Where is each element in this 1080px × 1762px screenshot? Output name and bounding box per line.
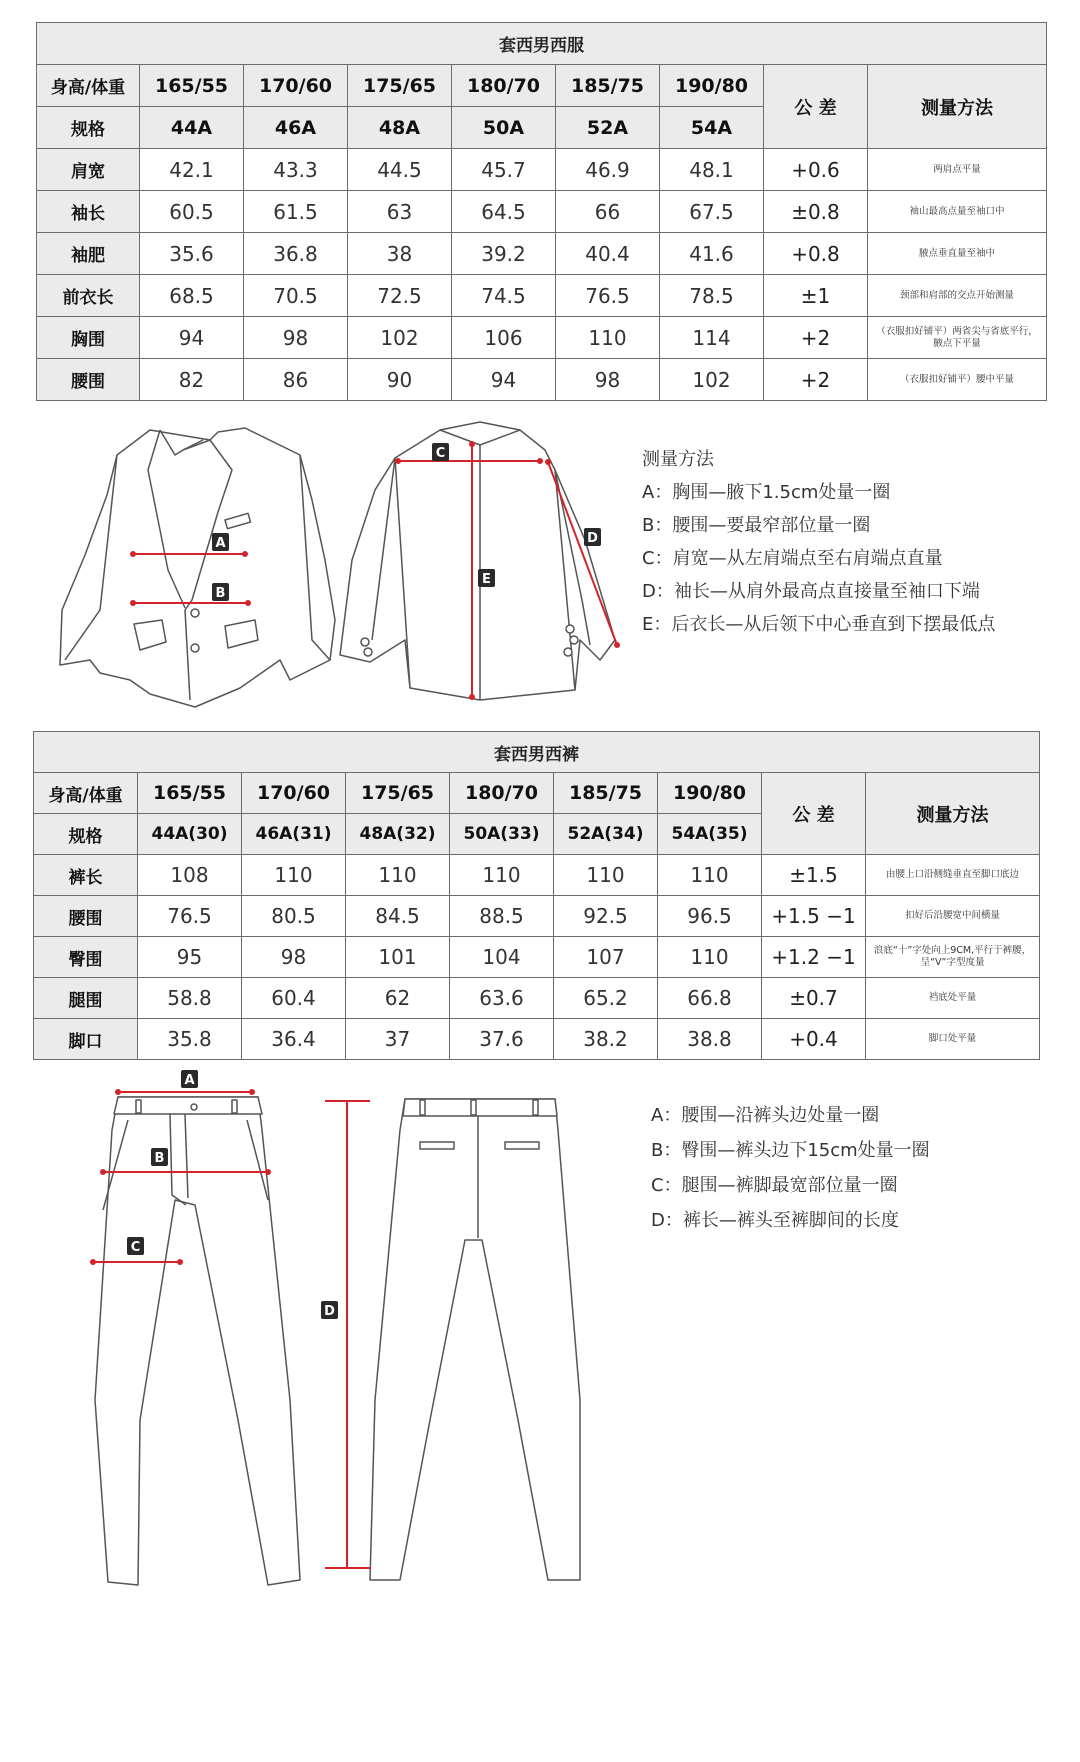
- table-row: [34, 1019, 1040, 1060]
- height-col: 180/70: [452, 65, 556, 107]
- cell: 63.6: [450, 978, 554, 1019]
- jacket-back-illustration: [340, 422, 615, 700]
- spec-col: 48A(32): [346, 814, 450, 855]
- cell: 36.4: [242, 1019, 346, 1060]
- method-cell: 腋点垂直量至袖中: [868, 233, 1047, 275]
- cell: 72.5: [348, 275, 452, 317]
- pants-size-table: [33, 731, 1040, 1060]
- legend-item: B：臀围—裤头边下15cm处量一圈: [651, 1140, 930, 1161]
- height-col: 190/80: [658, 773, 762, 814]
- pants-measure-legend: [651, 1098, 930, 1238]
- height-col: 175/65: [346, 773, 450, 814]
- method-header: 测量方法: [868, 65, 1047, 149]
- cell: 98: [242, 937, 346, 978]
- cell: 38.2: [554, 1019, 658, 1060]
- cell: 61.5: [244, 191, 348, 233]
- tolerance-cell: +2: [764, 317, 868, 359]
- cell: 110: [554, 855, 658, 896]
- cell: 98: [556, 359, 660, 401]
- cell: 36.8: [244, 233, 348, 275]
- spec-col: 44A: [140, 107, 244, 149]
- legend-item: A：腰围—沿裤头边处量一圈: [651, 1105, 880, 1126]
- table-row: [34, 855, 1040, 896]
- cell: 42.1: [140, 149, 244, 191]
- cell: 62: [346, 978, 450, 1019]
- method-cell: 裆底处平量: [866, 978, 1040, 1019]
- svg-text:D: D: [324, 1304, 335, 1319]
- cell: 38: [348, 233, 452, 275]
- jacket-badge-c: [432, 443, 449, 461]
- pants-table-title: 套西男西裤: [34, 732, 1040, 773]
- height-col: 185/75: [554, 773, 658, 814]
- cell: 110: [658, 855, 762, 896]
- tolerance-cell: +2: [764, 359, 868, 401]
- method-cell: （衣服扣好铺平）两省尖与省底平行，腋点下平量: [868, 317, 1047, 359]
- jacket-front-illustration: [60, 428, 335, 707]
- method-cell: 脚口处平量: [866, 1019, 1040, 1060]
- method-cell: 扣好后沿腰宽中间横量: [866, 896, 1040, 937]
- svg-text:D: D: [587, 531, 598, 546]
- pants-badge-b: [151, 1148, 168, 1166]
- cell: 37.6: [450, 1019, 554, 1060]
- jacket-badge-d: [584, 528, 601, 546]
- spec-col: 52A: [556, 107, 660, 149]
- row-label: 前衣长: [37, 275, 140, 317]
- cell: 66: [556, 191, 660, 233]
- height-col: 175/65: [348, 65, 452, 107]
- cell: 84.5: [346, 896, 450, 937]
- row-header-label: 身高/体重: [37, 65, 140, 107]
- cell: 110: [346, 855, 450, 896]
- spec-col: 46A(31): [242, 814, 346, 855]
- cell: 37: [346, 1019, 450, 1060]
- cell: 48.1: [660, 149, 764, 191]
- spec-col: 50A: [452, 107, 556, 149]
- table-row: [34, 978, 1040, 1019]
- table-row: [34, 937, 1040, 978]
- legend-item: E：后衣长—从后领下中心垂直到下摆最低点: [642, 614, 996, 635]
- cell: 110: [450, 855, 554, 896]
- cell: 95: [138, 937, 242, 978]
- svg-text:A: A: [215, 536, 226, 551]
- cell: 82: [140, 359, 244, 401]
- height-col: 180/70: [450, 773, 554, 814]
- pants-badge-a: [181, 1070, 198, 1088]
- tolerance-cell: ±0.7: [762, 978, 866, 1019]
- svg-text:A: A: [184, 1073, 195, 1088]
- cell: 76.5: [138, 896, 242, 937]
- tolerance-cell: ±1.5: [762, 855, 866, 896]
- svg-text:C: C: [435, 446, 446, 461]
- height-col: 165/55: [138, 773, 242, 814]
- method-cell: 颈部和肩部的交点开始测量: [868, 275, 1047, 317]
- tolerance-header: 公 差: [764, 65, 868, 149]
- cell: 41.6: [660, 233, 764, 275]
- cell: 94: [140, 317, 244, 359]
- jacket-badge-a: [212, 533, 229, 551]
- height-col: 170/60: [242, 773, 346, 814]
- cell: 70.5: [244, 275, 348, 317]
- cell: 74.5: [452, 275, 556, 317]
- spec-col: 50A(33): [450, 814, 554, 855]
- cell: 60.4: [242, 978, 346, 1019]
- cell: 94: [452, 359, 556, 401]
- cell: 63: [348, 191, 452, 233]
- svg-text:C: C: [130, 1240, 141, 1255]
- method-cell: 袖山最高点量至袖口中: [868, 191, 1047, 233]
- cell: 58.8: [138, 978, 242, 1019]
- legend-title: 测量方法: [642, 449, 714, 470]
- spec-label: 规格: [34, 814, 138, 855]
- tolerance-cell: +1.2 −1: [762, 937, 866, 978]
- cell: 107: [554, 937, 658, 978]
- spec-label: 规格: [37, 107, 140, 149]
- cell: 98: [244, 317, 348, 359]
- row-label: 腿围: [34, 978, 138, 1019]
- legend-item: B：腰围—要最窄部位量一圈: [642, 515, 871, 536]
- legend-item: C：腿围—裤脚最宽部位量一圈: [651, 1175, 898, 1196]
- height-col: 165/55: [140, 65, 244, 107]
- cell: 104: [450, 937, 554, 978]
- cell: 110: [658, 937, 762, 978]
- cell: 102: [660, 359, 764, 401]
- cell: 102: [348, 317, 452, 359]
- cell: 108: [138, 855, 242, 896]
- row-label: 裤长: [34, 855, 138, 896]
- cell: 35.6: [140, 233, 244, 275]
- tolerance-cell: +0.4: [762, 1019, 866, 1060]
- tolerance-header: 公 差: [762, 773, 866, 855]
- cell: 96.5: [658, 896, 762, 937]
- row-label: 腰围: [37, 359, 140, 401]
- cell: 80.5: [242, 896, 346, 937]
- cell: 67.5: [660, 191, 764, 233]
- height-col: 170/60: [244, 65, 348, 107]
- svg-text:E: E: [482, 572, 491, 587]
- jacket-badge-b: [212, 583, 229, 601]
- tolerance-cell: +0.6: [764, 149, 868, 191]
- cell: 65.2: [554, 978, 658, 1019]
- jacket-badge-e: [478, 569, 495, 587]
- legend-item: C：肩宽—从左肩端点至右肩端点直量: [642, 548, 943, 569]
- row-label: 胸围: [37, 317, 140, 359]
- row-label: 腰围: [34, 896, 138, 937]
- cell: 110: [242, 855, 346, 896]
- spec-col: 46A: [244, 107, 348, 149]
- cell: 43.3: [244, 149, 348, 191]
- cell: 90: [348, 359, 452, 401]
- cell: 60.5: [140, 191, 244, 233]
- cell: 88.5: [450, 896, 554, 937]
- tolerance-cell: +0.8: [764, 233, 868, 275]
- cell: 40.4: [556, 233, 660, 275]
- height-col: 190/80: [660, 65, 764, 107]
- spec-col: 44A(30): [138, 814, 242, 855]
- legend-item: A：胸围—腋下1.5cm处量一圈: [642, 482, 891, 503]
- spec-col: 54A(35): [658, 814, 762, 855]
- cell: 38.8: [658, 1019, 762, 1060]
- jacket-measure-legend: [642, 443, 995, 641]
- svg-text:B: B: [215, 586, 226, 601]
- pants-badge-c: [127, 1237, 144, 1255]
- cell: 44.5: [348, 149, 452, 191]
- pants-badge-d: [321, 1301, 338, 1319]
- cell: 92.5: [554, 896, 658, 937]
- svg-text:B: B: [154, 1151, 165, 1166]
- height-col: 185/75: [556, 65, 660, 107]
- method-header: 测量方法: [866, 773, 1040, 855]
- cell: 68.5: [140, 275, 244, 317]
- spec-col: 54A: [660, 107, 764, 149]
- cell: 114: [660, 317, 764, 359]
- cell: 64.5: [452, 191, 556, 233]
- pants-back-illustration: [370, 1099, 580, 1580]
- cell: 39.2: [452, 233, 556, 275]
- row-header-label: 身高/体重: [34, 773, 138, 814]
- cell: 106: [452, 317, 556, 359]
- row-label: 臀围: [34, 937, 138, 978]
- tolerance-cell: ±1: [764, 275, 868, 317]
- row-label: 袖长: [37, 191, 140, 233]
- cell: 86: [244, 359, 348, 401]
- row-label: 脚口: [34, 1019, 138, 1060]
- cell: 78.5: [660, 275, 764, 317]
- method-cell: 由腰上口沿侧缝垂直至脚口底边: [866, 855, 1040, 896]
- jacket-table-title: 套西男西服: [37, 23, 1047, 65]
- tolerance-cell: +1.5 −1: [762, 896, 866, 937]
- cell: 45.7: [452, 149, 556, 191]
- legend-item: D：袖长—从肩外最高点直接量至袖口下端: [642, 581, 980, 602]
- table-row: [34, 896, 1040, 937]
- spec-col: 48A: [348, 107, 452, 149]
- cell: 76.5: [556, 275, 660, 317]
- spec-col: 52A(34): [554, 814, 658, 855]
- cell: 35.8: [138, 1019, 242, 1060]
- cell: 101: [346, 937, 450, 978]
- method-cell: 浪底“十”字处向上9CM,平行于裤腰，呈“V”字型度量: [866, 937, 1040, 978]
- legend-item: D：裤长—裤头至裤脚间的长度: [651, 1210, 899, 1231]
- row-label: 肩宽: [37, 149, 140, 191]
- method-cell: （衣服扣好铺平）腰中平量: [868, 359, 1047, 401]
- cell: 46.9: [556, 149, 660, 191]
- tolerance-cell: ±0.8: [764, 191, 868, 233]
- method-cell: 两肩点平量: [868, 149, 1047, 191]
- cell: 66.8: [658, 978, 762, 1019]
- row-label: 袖肥: [37, 233, 140, 275]
- cell: 110: [556, 317, 660, 359]
